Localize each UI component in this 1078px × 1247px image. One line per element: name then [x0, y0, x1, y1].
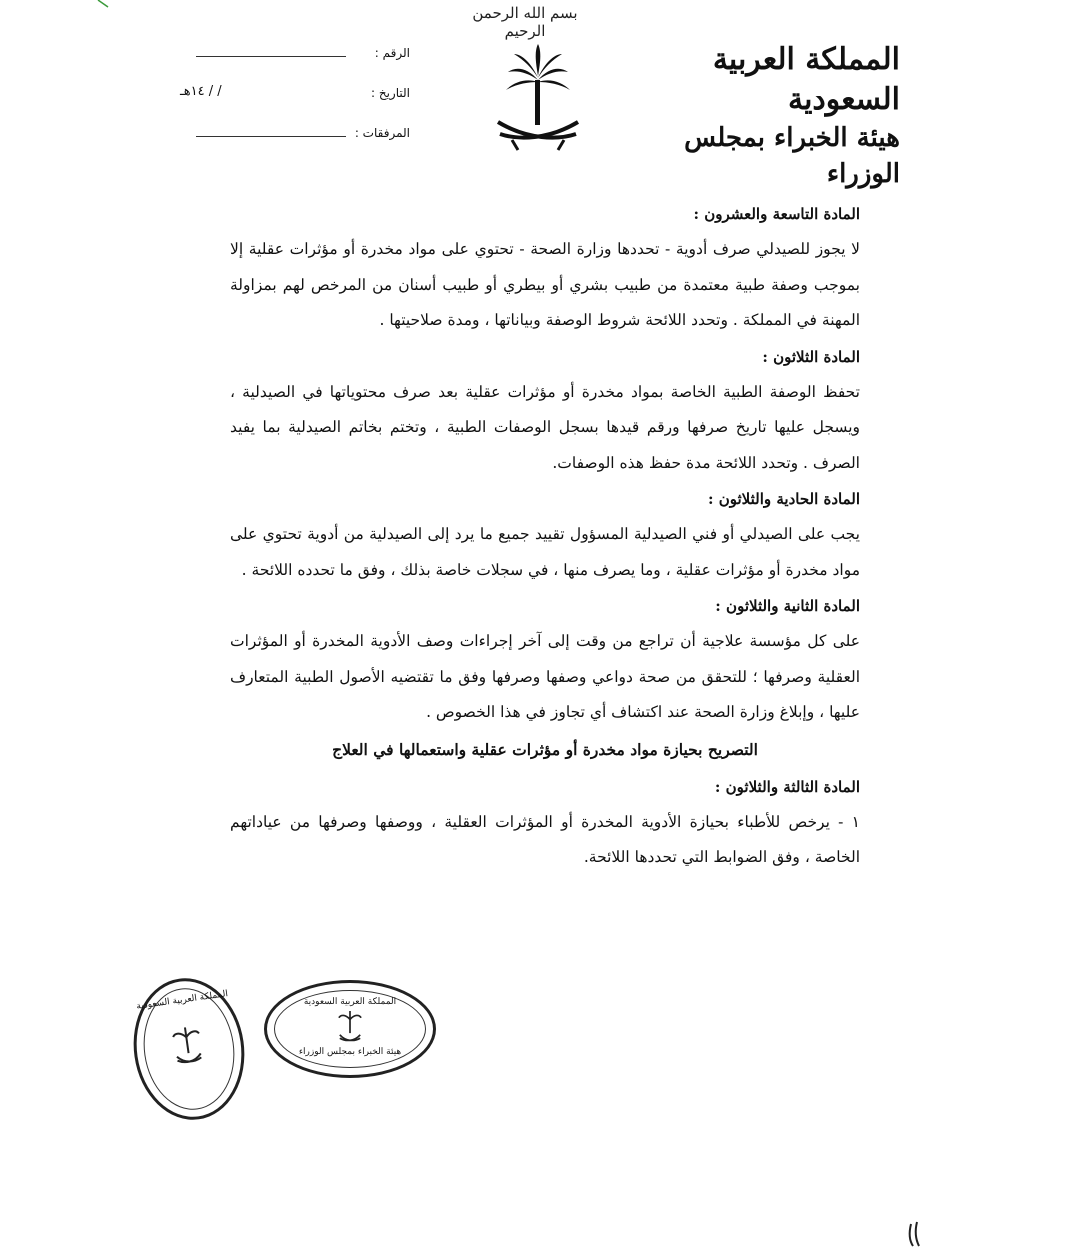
scan-mark-icon: [96, 0, 110, 8]
official-stamp-center: [264, 980, 436, 1078]
article-heading: المادة الثلاثون :: [762, 347, 860, 366]
article-heading: المادة الثانية والثلاثون :: [715, 597, 860, 615]
article: [230, 769, 860, 876]
stamp-emblem-icon: [337, 1011, 363, 1045]
attachments-label: المرفقات :: [354, 126, 410, 140]
article-text: ١ - يرخص للأطباء بحيازة الأدوية المخدرة أو المؤثرات العقلية ، ووصفها وصرفها من عياداتهم الخاصة ، وفق الضوابط التي تحددها اللائحة.: [230, 812, 860, 866]
section-title: التصريح بحيازة مواد مخدرة أو مؤثرات عقلية واستعمالها في العلاج: [332, 739, 758, 759]
article-heading: المادة الحادية والثلاثون :: [707, 490, 860, 508]
article-heading: المادة الثالثة والثلاثون :: [714, 777, 860, 796]
basmala: بسم الله الرحمن الرحيم: [472, 4, 578, 40]
meta-attachments-row: [180, 122, 410, 162]
article: [230, 196, 860, 339]
stamp-text: المملكة العربية السعودية: [135, 989, 229, 1012]
article: [230, 588, 860, 731]
number-line: [196, 56, 346, 57]
article-text: على كل مؤسسة علاجية أن تراجع من وقت إلى آخر إجراءات وصف الأدوية المخدرة أو المؤثرات العقلية وصرفها ؛ للتحقق من صحة دواعي وصفها وصرفها وفق ما تقتضيه الأصول الطبية المتعارف عليها ، وإبلاغ وزارة الصحة عند اكتشاف أي تجاوز في هذا الخصوص .: [230, 632, 860, 721]
page-corner-mark-icon: [905, 1220, 925, 1247]
organization-header: [630, 40, 900, 192]
stamp-text-bottom: هيئة الخبراء بمجلس الوزراء: [298, 1047, 402, 1057]
meta-number-row: [180, 42, 410, 82]
article-heading: المادة التاسعة والعشرون :: [693, 205, 860, 223]
document-meta: [180, 42, 410, 162]
article: [230, 339, 860, 482]
number-label: الرقم :: [374, 46, 410, 60]
org-name-line1: المملكة العربية السعودية: [712, 42, 900, 117]
article-text: لا يجوز للصيدلي صرف أدوية - تحددها وزارة الصحة - تحتوي على مواد مخدرة أو مؤثرات عقلية إلا بموجب وصفة طبية معتمدة من طبيب بشري أو بيطري أو طبيب أسنان من المرخص لهم بمزاولة المهنة في المملكة . وتحدد اللائحة شروط الوصفة وبياناتها ، ومدة صلاحيتها .: [230, 240, 860, 329]
date-value: ١٤هـ / /: [180, 84, 222, 99]
org-name-line2: هيئة الخبراء بمجلس الوزراء: [684, 123, 900, 189]
stamp-text-top: المملكة العربية السعودية: [303, 997, 397, 1007]
attachments-line: [196, 136, 346, 137]
document-body: [230, 196, 860, 876]
saudi-emblem-icon: [488, 40, 588, 158]
article: [230, 481, 860, 588]
date-label: التاريخ :: [370, 86, 410, 100]
meta-date-row: [180, 82, 410, 122]
stamp-emblem-icon: [170, 1025, 205, 1069]
article-text: تحفظ الوصفة الطبية الخاصة بمواد مخدرة أو مؤثرات عقلية بعد صرف محتوياتها في الصيدلية ، ويسجل عليها تاريخ صرفها ورقم قيدها بسجل الوصفات الطبية ، وتختم بخاتم الصيدلية بما يفيد الصرف . وتحدد اللائحة مدة حفظ هذه الوصفات.: [230, 382, 860, 472]
article-text: يجب على الصيدلي أو فني الصيدلية المسؤول تقييد جميع ما يرد إلى الصيدلية من أدوية تحتوي على مواد مخدرة أو مؤثرات عقلية ، وما يصرف منها ، في سجلات خاصة بذلك ، وفق ما تحدده اللائحة .: [230, 525, 860, 579]
official-stamp-left: [125, 971, 254, 1127]
